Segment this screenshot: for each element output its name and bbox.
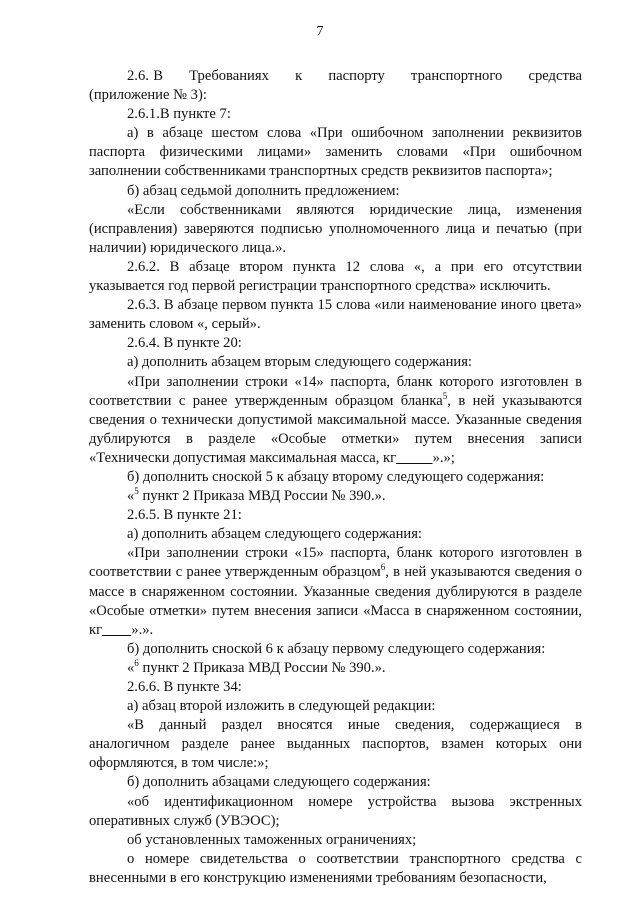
blank-line bbox=[102, 622, 131, 638]
paragraph-2-6-6-a-text: «В данный раздел вносятся иные сведения, содержащиеся в аналогичном разделе ранее выданных паспортов, взамен которых они оформляются, в том числе:»; bbox=[89, 717, 582, 772]
footnote-mark-5: 5 bbox=[134, 486, 139, 497]
text-run: ».». bbox=[131, 621, 154, 638]
paragraph-2-6-6-a: а) абзац второй изложить в следующей редакции: bbox=[127, 698, 436, 715]
footnote-6-text bbox=[89, 659, 582, 678]
text-run: «При заполнении строки «15» паспорта, бланк которого изготовлен в соответствии с ранее утвержденным образцом bbox=[89, 545, 582, 581]
text-run: , в ней указываются сведения о технически допустимой максимальной массе. Указанные сведения дублируются в разделе «Особые отметки» путем внесения записи «Технически допустимая максимальная масса, кг bbox=[89, 392, 582, 466]
paragraph-2-6-2: 2.6.2. В абзаце втором пункта 12 слова «, а при его отсутствии указывается год первой регистрации транспортного средства» исключить. bbox=[89, 258, 582, 295]
paragraph-2-6-6-b-item-1: «об идентификационном номере устройства вызова экстренных оперативных служб (УВЭОС); bbox=[89, 793, 582, 829]
paragraph-2-6-3: 2.6.3. В абзаце первом пункта 15 слова «или наименование иного цвета» заменить словом «, серый». bbox=[89, 297, 582, 333]
paragraph-2-6-5-b: б) дополнить сноской 6 к абзацу первому следующего содержания: bbox=[127, 640, 546, 657]
footnote-ref-6: 6 bbox=[380, 562, 386, 573]
footnote-ref-5: 5 bbox=[442, 390, 448, 401]
page-number: 7 bbox=[316, 24, 324, 39]
text-run: пункт 2 Приказа МВД России № 390.». bbox=[138, 659, 386, 676]
footnote-mark-6: 6 bbox=[134, 658, 139, 669]
paragraph-2-6-4: 2.6.4. В пункте 20: bbox=[127, 335, 242, 352]
paragraph-2-6-5-a-text bbox=[89, 544, 582, 639]
text-run: ».»; bbox=[432, 449, 455, 466]
paragraph-2-6-6-b-item-2: об установленных таможенных ограничениях; bbox=[127, 831, 417, 848]
paragraph-2-6-4-a: а) дополнить абзацем вторым следующего содержания: bbox=[127, 354, 472, 371]
paragraph-2-6-1-b-text: «Если собственниками являются юридические лица, изменения (исправления) заверяются подписью уполномоченного лица и печатью (при наличии) юридического лица.». bbox=[89, 201, 582, 256]
text-run: « bbox=[127, 659, 135, 676]
paragraph-2-6-5: 2.6.5. В пункте 21: bbox=[127, 507, 242, 524]
paragraph-2-6-5-a: а) дополнить абзацем следующего содержания: bbox=[127, 526, 422, 543]
paragraph-2-6-4-a-text bbox=[89, 373, 582, 468]
document-body bbox=[89, 67, 582, 888]
paragraph-2-6: 2.6. В Требованиях к паспорту транспортного средства (приложение № 3): bbox=[89, 68, 582, 104]
paragraph-2-6-1-a: а) в абзаце шестом слова «При ошибочном заполнении реквизитов паспорта физическими лицами» заменить словами «При ошибочном заполнении собственниками транспортных средств реквизитов паспорта»; bbox=[89, 125, 582, 180]
footnote-5-text bbox=[89, 487, 582, 506]
paragraph-2-6-6: 2.6.6. В пункте 34: bbox=[127, 679, 242, 695]
blank-line bbox=[396, 450, 432, 466]
text-run: « bbox=[127, 488, 135, 505]
paragraph-2-6-6-b-item-3: о номере свидетельства о соответствии транспортного средства с внесенными в его конструкцию изменениями требованиям безопасности, bbox=[89, 850, 582, 886]
paragraph-2-6-1: 2.6.1.В пункте 7: bbox=[127, 106, 231, 123]
paragraph-2-6-4-b: б) дополнить сноской 5 к абзацу второму следующего содержания: bbox=[127, 468, 545, 485]
text-run: , в ней указываются сведения о массе в снаряженном состоянии. Указанные сведения дублируются в разделе «Особые отметки» путем внесения записи «Масса в снаряженном состоянии, кг bbox=[89, 564, 582, 638]
text-run: «При заполнении строки «14» паспорта, бланк которого изготовлен в соответствии с ранее утвержденным образцом бланка bbox=[89, 373, 582, 409]
text-run: пункт 2 Приказа МВД России № 390.». bbox=[138, 488, 386, 505]
paragraph-2-6-6-b: б) дополнить абзацами следующего содержания: bbox=[127, 774, 431, 791]
paragraph-2-6-1-b: б) абзац седьмой дополнить предложением: bbox=[127, 182, 400, 199]
